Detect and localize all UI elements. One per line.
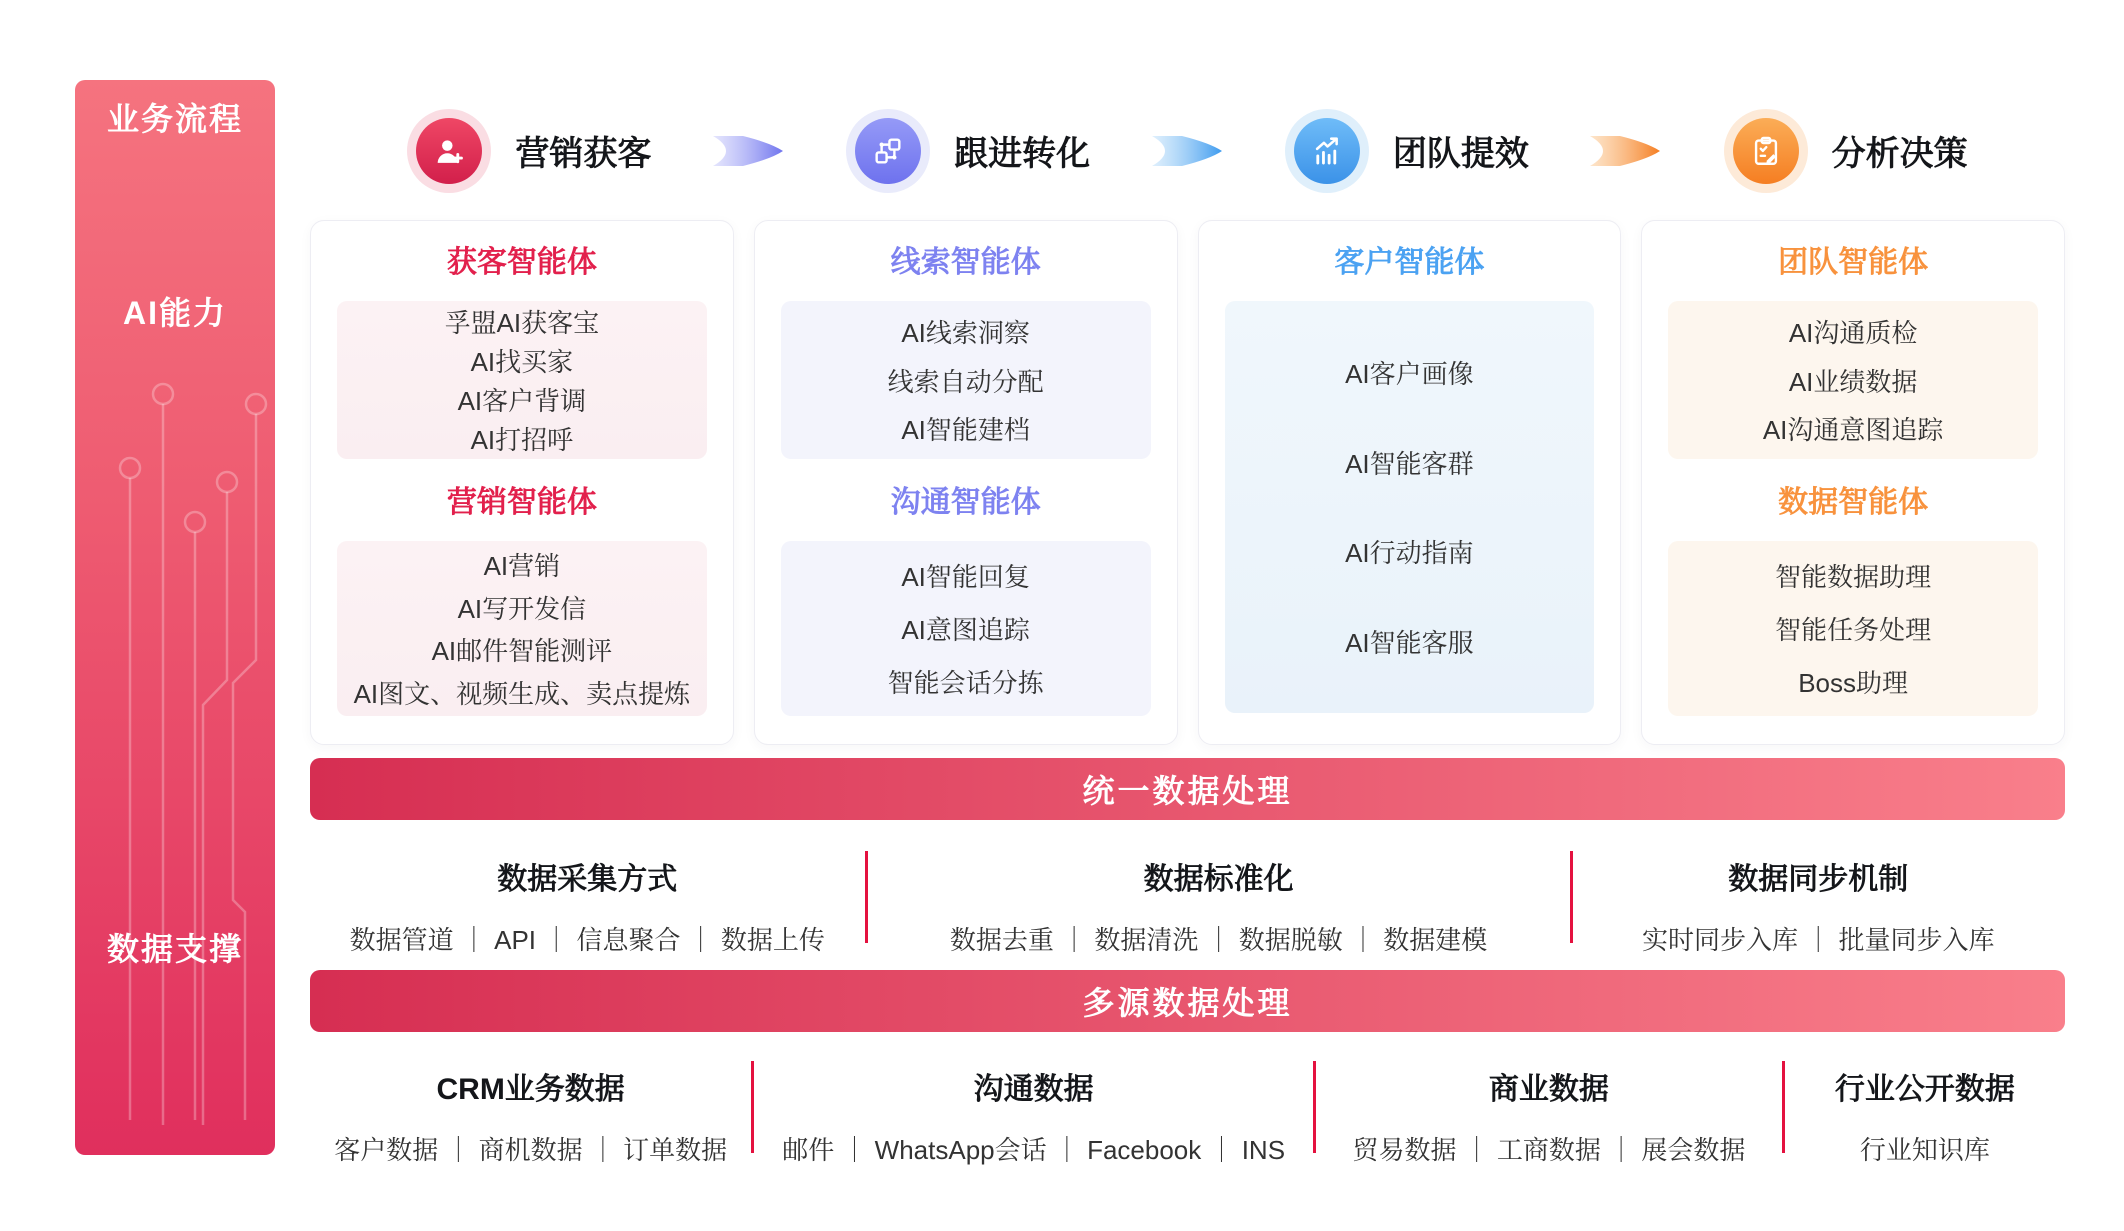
card-section-title: 数据智能体 bbox=[1778, 486, 1929, 519]
card-section-title: 获客智能体 bbox=[446, 246, 597, 279]
card-item: AI线索洞察 bbox=[901, 317, 1030, 348]
card-item: AI智能回复 bbox=[901, 562, 1030, 592]
card-item: 智能任务处理 bbox=[1775, 615, 1932, 645]
card-item: AI邮件智能测评 bbox=[431, 636, 613, 667]
card-section-panel bbox=[1668, 301, 2038, 459]
banner-multi-source-data-processing: 多源数据处理 bbox=[310, 970, 2065, 1032]
flow-step-marketing-acquisition bbox=[310, 93, 749, 208]
card-item: AI智能建档 bbox=[901, 415, 1030, 446]
agent-cards-row bbox=[310, 220, 2065, 745]
sidebar-band bbox=[75, 80, 275, 1155]
chart-up-icon bbox=[1285, 109, 1369, 193]
card-item: AI业绩数据 bbox=[1788, 366, 1918, 397]
arrow-right-icon bbox=[1148, 129, 1228, 173]
column-title: 数据标准化 bbox=[1143, 863, 1294, 896]
card-section-title: 沟通智能体 bbox=[890, 486, 1041, 519]
card-item: AI智能客服 bbox=[1345, 628, 1474, 659]
column-items: 实时同步入库 ｜ 批量同步入库 bbox=[1642, 925, 1995, 955]
column-items: 客户数据 ｜ 商机数据 ｜ 订单数据 bbox=[334, 1135, 728, 1165]
workflow-icon bbox=[846, 109, 930, 193]
card-item: Boss助理 bbox=[1798, 668, 1909, 698]
process-flow-row bbox=[310, 93, 2065, 208]
unified-data-columns bbox=[310, 838, 2065, 956]
sidebar-label-ai-capability: AI能力 bbox=[122, 295, 227, 331]
column-title: 沟通数据 bbox=[973, 1073, 1094, 1106]
flow-step-label: 分析决策 bbox=[1831, 135, 1968, 173]
card-section-panel bbox=[337, 541, 707, 716]
flow-step-team-efficiency bbox=[1188, 93, 1627, 208]
card-item: AI意图追踪 bbox=[901, 615, 1030, 645]
card-item: 智能会话分拣 bbox=[887, 668, 1044, 698]
card-item: AI写开发信 bbox=[457, 593, 587, 624]
column-crm-data bbox=[310, 1048, 751, 1166]
card-section-panel bbox=[1668, 541, 2038, 716]
column-title: 行业公开数据 bbox=[1834, 1073, 2015, 1106]
flow-step-analysis-decision bbox=[1626, 93, 2065, 208]
card-section-title: 客户智能体 bbox=[1334, 246, 1485, 279]
card-customer bbox=[1198, 220, 1622, 745]
column-items: 行业知识库 bbox=[1859, 1135, 1990, 1165]
column-data-sync bbox=[1573, 838, 2064, 956]
card-section-title: 营销智能体 bbox=[446, 486, 597, 519]
card-item: AI图文、视频生成、卖点提炼 bbox=[353, 678, 691, 709]
card-item: AI行动指南 bbox=[1345, 538, 1474, 569]
card-section-panel bbox=[1225, 301, 1595, 713]
flow-step-label: 跟进转化 bbox=[954, 135, 1091, 173]
card-item: AI打招呼 bbox=[470, 425, 574, 455]
arrow-right-icon bbox=[709, 129, 789, 173]
column-data-standardization bbox=[868, 838, 1570, 956]
card-section-title: 线索智能体 bbox=[890, 246, 1041, 279]
card-acquisition-marketing bbox=[310, 220, 734, 745]
card-item: AI沟通意图追踪 bbox=[1762, 415, 1944, 446]
source-data-columns bbox=[310, 1048, 2065, 1166]
column-title: 数据采集方式 bbox=[497, 863, 678, 896]
card-item: 线索自动分配 bbox=[887, 366, 1044, 397]
card-section-title: 团队智能体 bbox=[1778, 246, 1929, 279]
card-section-panel bbox=[781, 301, 1151, 459]
column-industry-public-data bbox=[1785, 1048, 2065, 1166]
sidebar-label-data-support: 数据支撑 bbox=[106, 931, 243, 967]
sidebar-label-business-process: 业务流程 bbox=[106, 101, 243, 137]
column-items: 邮件 ｜ WhatsApp会话 ｜ Facebook ｜ INS bbox=[782, 1135, 1286, 1165]
flow-step-follow-up-conversion bbox=[749, 93, 1188, 208]
card-item: AI客户画像 bbox=[1345, 358, 1474, 389]
clipboard-pen-icon bbox=[1724, 109, 1808, 193]
card-leads-communication bbox=[754, 220, 1178, 745]
card-item: 孚盟AI获客宝 bbox=[444, 308, 600, 338]
arrow-right-icon bbox=[1586, 129, 1666, 173]
card-item: AI客户背调 bbox=[457, 386, 587, 416]
column-items: 数据去重 ｜ 数据清洗 ｜ 数据脱敏 ｜ 数据建模 bbox=[949, 925, 1488, 955]
circuit-decoration-icon bbox=[75, 380, 275, 1155]
flow-step-label: 营销获客 bbox=[515, 135, 652, 173]
card-item: AI智能客群 bbox=[1345, 448, 1474, 479]
banner-unified-data-processing: 统一数据处理 bbox=[310, 758, 2065, 820]
column-items: 数据管道 ｜ API ｜ 信息聚合 ｜ 数据上传 bbox=[349, 925, 825, 955]
column-title: CRM业务数据 bbox=[436, 1073, 625, 1106]
card-item: 智能数据助理 bbox=[1775, 562, 1932, 592]
column-communication-data bbox=[754, 1048, 1313, 1166]
column-data-collection bbox=[310, 838, 865, 956]
card-item: AI沟通质检 bbox=[1788, 317, 1918, 348]
flow-step-label: 团队提效 bbox=[1392, 135, 1529, 173]
column-items: 贸易数据 ｜ 工商数据 ｜ 展会数据 bbox=[1352, 1135, 1746, 1165]
column-title: 数据同步机制 bbox=[1728, 863, 1909, 896]
column-title: 商业数据 bbox=[1488, 1073, 1609, 1106]
column-business-data bbox=[1316, 1048, 1782, 1166]
user-plus-icon bbox=[407, 109, 491, 193]
card-section-panel bbox=[781, 541, 1151, 716]
card-item: AI找买家 bbox=[470, 347, 574, 377]
card-item: AI营销 bbox=[483, 551, 561, 582]
card-team-data bbox=[1641, 220, 2065, 745]
card-section-panel bbox=[337, 301, 707, 459]
